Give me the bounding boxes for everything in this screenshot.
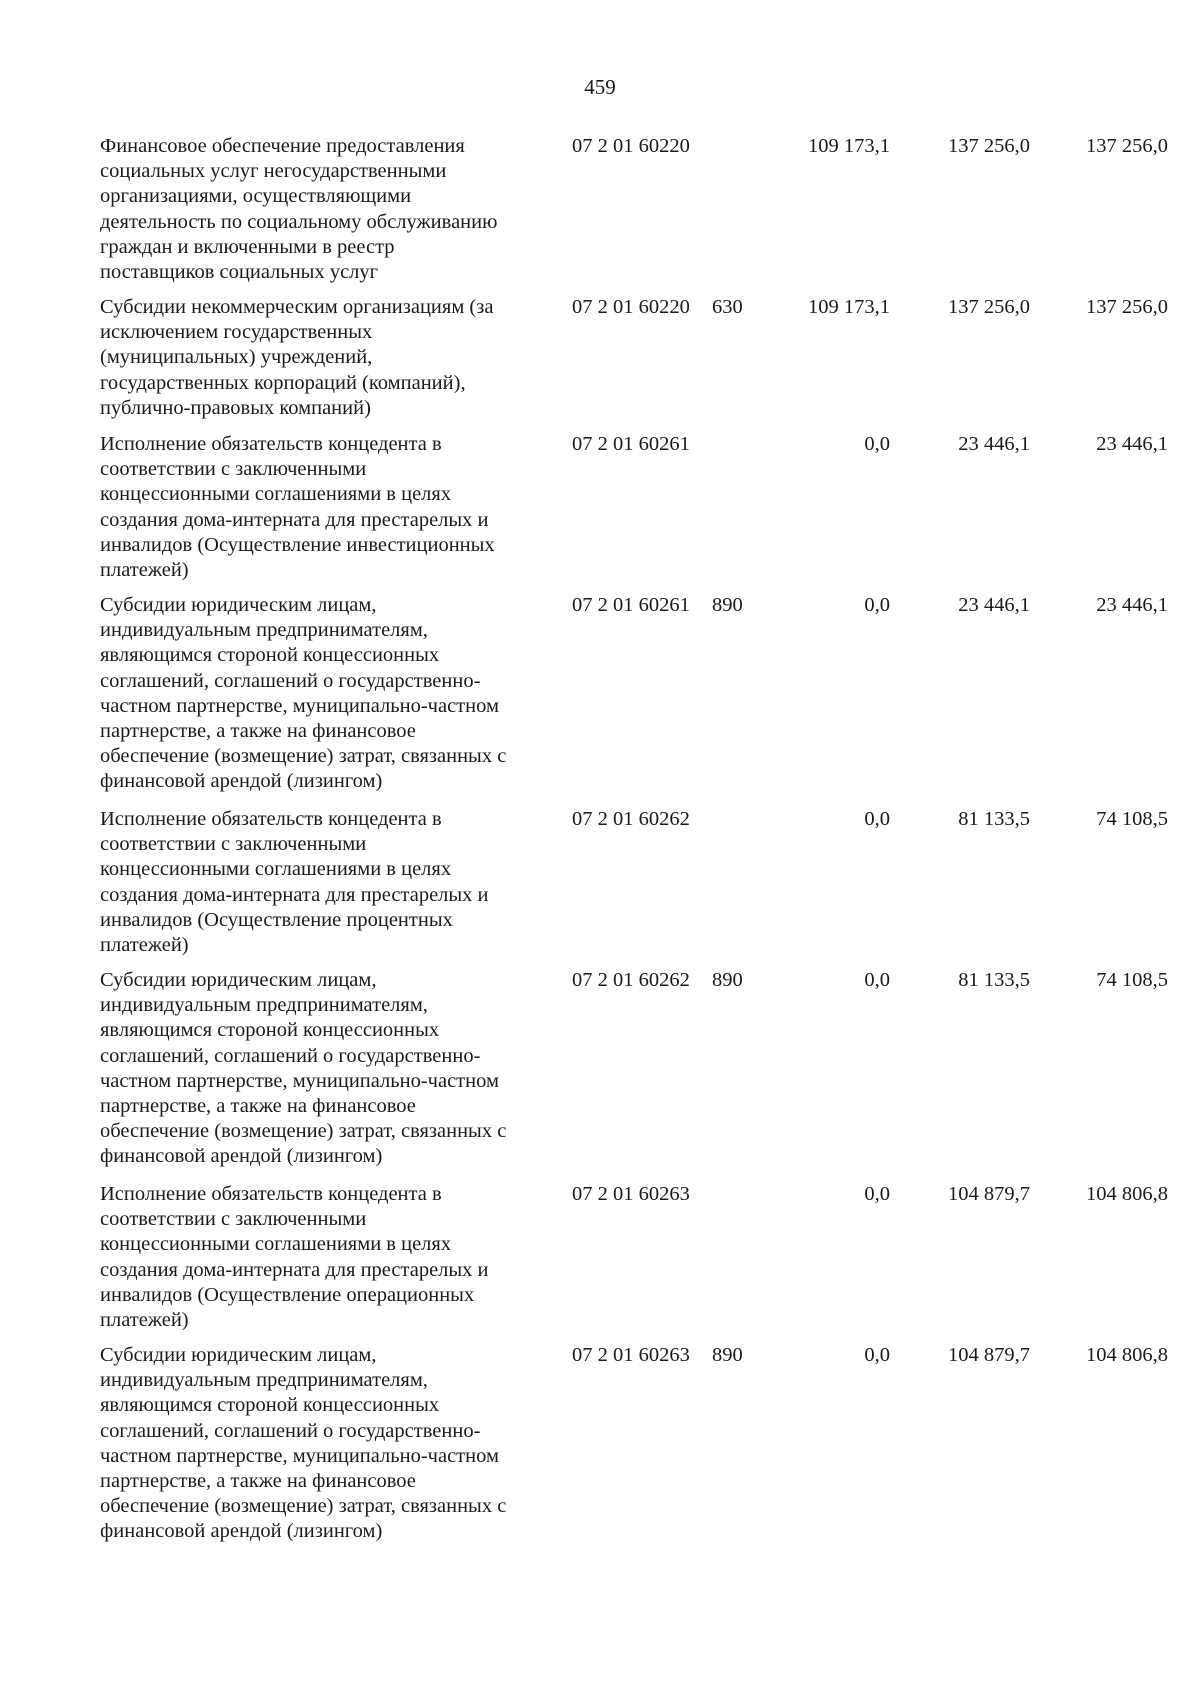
description-line: обеспечение (возмещение) затрат, связанных с (100, 1120, 507, 1143)
target-article-code: 07 2 01 60262 (572, 969, 690, 991)
amount-year-3: 104 806,8 (1086, 1344, 1168, 1366)
description-line: являющимся стороной концессионных (100, 1019, 440, 1042)
description-line: концессионными соглашениями в целях (100, 858, 452, 881)
description-line: соответствии с заключенными (100, 1208, 367, 1231)
description-line: частном партнерстве, муниципально-частном (100, 1444, 499, 1467)
description-line: создания дома-интерната для престарелых и (100, 883, 489, 906)
amount-year-2: 104 879,7 (948, 1344, 1030, 1366)
row-description (100, 295, 560, 421)
description-line: индивидуальным предпринимателям, (100, 619, 428, 642)
target-article-code: 07 2 01 60220 (572, 135, 690, 157)
row-description (100, 432, 560, 583)
description-line: соглашений, соглашений о государственно- (100, 669, 481, 692)
row-description (100, 807, 560, 958)
target-article-code: 07 2 01 60220 (572, 296, 690, 318)
description-line: финансовой арендой (лизингом) (100, 770, 383, 793)
description-line: партнерстве, а также на финансовое (100, 1095, 416, 1118)
amount-year-1: 0,0 (864, 1183, 890, 1205)
description-line: соглашений, соглашений о государственно- (100, 1044, 481, 1067)
amount-year-3: 23 446,1 (1096, 433, 1168, 455)
description-line: частном партнерстве, муниципально-частном (100, 1069, 499, 1092)
description-line: платежей) (100, 559, 189, 582)
description-line: Субсидии юридическим лицам, (100, 1344, 377, 1366)
amount-year-3: 74 108,5 (1096, 969, 1168, 991)
description-line: финансовой арендой (лизингом) (100, 1520, 383, 1543)
expense-type-code: 890 (712, 969, 743, 991)
amount-year-1: 0,0 (864, 808, 890, 830)
amount-year-1: 109 173,1 (808, 135, 890, 157)
amount-year-3: 137 256,0 (1086, 296, 1168, 318)
description-line: являющимся стороной концессионных (100, 1394, 440, 1417)
description-line: платежей) (100, 934, 189, 957)
description-line: инвалидов (Осуществление операционных (100, 1283, 475, 1306)
description-line: создания дома-интерната для престарелых и (100, 1258, 489, 1281)
row-description (100, 1343, 560, 1545)
amount-year-1: 0,0 (864, 594, 890, 616)
description-line: Финансовое обеспечение предоставления (100, 135, 465, 157)
description-line: поставщиков социальных услуг (100, 261, 379, 284)
row-description (100, 593, 560, 795)
expense-type-code: 630 (712, 296, 743, 318)
description-line: организациями, осуществляющими (100, 185, 412, 208)
amount-year-1: 0,0 (864, 433, 890, 455)
amount-year-2: 81 133,5 (958, 969, 1030, 991)
amount-year-2: 23 446,1 (958, 433, 1030, 455)
amount-year-2: 137 256,0 (948, 135, 1030, 157)
description-line: соглашений, соглашений о государственно- (100, 1419, 481, 1442)
description-line: индивидуальным предпринимателям, (100, 994, 428, 1017)
description-line: концессионными соглашениями в целях (100, 483, 452, 506)
description-line: концессионными соглашениями в целях (100, 1233, 452, 1256)
description-line: граждан и включенными в реестр (100, 235, 395, 258)
amount-year-2: 23 446,1 (958, 594, 1030, 616)
description-line: социальных услуг негосударственными (100, 160, 447, 183)
amount-year-1: 0,0 (864, 1344, 890, 1366)
description-line: Исполнение обязательств концедента в (100, 433, 442, 455)
expense-type-code: 890 (712, 594, 743, 616)
row-description (100, 968, 560, 1170)
target-article-code: 07 2 01 60261 (572, 433, 690, 455)
row-description (100, 134, 560, 285)
description-line: платежей) (100, 1309, 189, 1332)
description-line: инвалидов (Осуществление инвестиционных (100, 533, 495, 556)
description-line: Исполнение обязательств концедента в (100, 1183, 442, 1205)
description-line: Субсидии юридическим лицам, (100, 969, 377, 991)
description-line: Субсидии некоммерческим организациям (за (100, 296, 494, 318)
description-line: инвалидов (Осуществление процентных (100, 908, 453, 931)
row-description (100, 1182, 560, 1333)
amount-year-3: 137 256,0 (1086, 135, 1168, 157)
amount-year-2: 81 133,5 (958, 808, 1030, 830)
target-article-code: 07 2 01 60263 (572, 1344, 690, 1366)
description-line: Исполнение обязательств концедента в (100, 808, 442, 830)
description-line: партнерстве, а также на финансовое (100, 720, 416, 743)
description-line: публично-правовых компаний) (100, 396, 371, 419)
description-line: создания дома-интерната для престарелых и (100, 508, 489, 531)
description-line: финансовой арендой (лизингом) (100, 1145, 383, 1168)
description-line: партнерстве, а также на финансовое (100, 1470, 416, 1493)
description-line: исключением государственных (100, 321, 373, 344)
description-line: обеспечение (возмещение) затрат, связанных с (100, 745, 507, 768)
description-line: (муниципальных) учреждений, (100, 346, 373, 369)
target-article-code: 07 2 01 60262 (572, 808, 690, 830)
description-line: Субсидии юридическим лицам, (100, 594, 377, 616)
description-line: государственных корпораций (компаний), (100, 371, 466, 394)
expense-type-code: 890 (712, 1344, 743, 1366)
amount-year-1: 0,0 (864, 969, 890, 991)
target-article-code: 07 2 01 60261 (572, 594, 690, 616)
target-article-code: 07 2 01 60263 (572, 1183, 690, 1205)
description-line: соответствии с заключенными (100, 833, 367, 856)
description-line: деятельность по социальному обслуживанию (100, 210, 498, 233)
amount-year-1: 109 173,1 (808, 296, 890, 318)
amount-year-3: 23 446,1 (1096, 594, 1168, 616)
amount-year-2: 137 256,0 (948, 296, 1030, 318)
description-line: индивидуальным предпринимателям, (100, 1369, 428, 1392)
description-line: обеспечение (возмещение) затрат, связанных с (100, 1495, 507, 1518)
page-number: 459 (584, 75, 616, 99)
description-line: частном партнерстве, муниципально-частном (100, 694, 499, 717)
amount-year-3: 74 108,5 (1096, 808, 1168, 830)
description-line: соответствии с заключенными (100, 458, 367, 481)
amount-year-3: 104 806,8 (1086, 1183, 1168, 1205)
amount-year-2: 104 879,7 (948, 1183, 1030, 1205)
description-line: являющимся стороной концессионных (100, 644, 440, 667)
